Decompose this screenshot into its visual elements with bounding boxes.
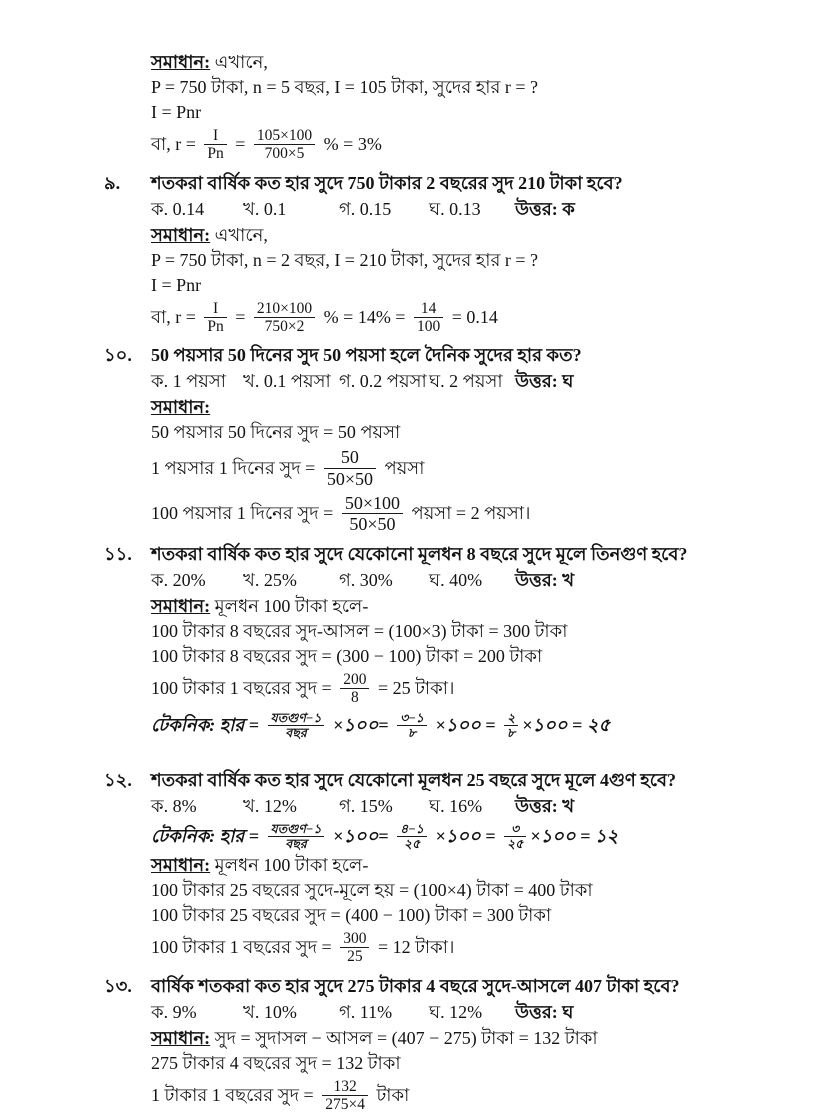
fraction-numerator: 14 — [414, 300, 443, 318]
math-line — [151, 420, 758, 445]
text-segment: 275 টাকার 4 বছরের সুদ = 132 টাকা — [151, 1051, 401, 1076]
math-line — [151, 395, 758, 420]
fraction — [397, 822, 427, 851]
question-body — [151, 794, 758, 968]
option-ga: গ. 30% — [339, 568, 429, 593]
fraction-denominator: Pn — [204, 145, 226, 162]
math-line — [151, 100, 758, 125]
fraction-denominator: Pn — [204, 318, 226, 335]
option-gha: ঘ. 12% — [429, 1000, 515, 1025]
text-segment: 100 টাকার 1 বছরের সুদ = — [151, 676, 336, 701]
question-header — [104, 542, 758, 567]
text-segment: P = 750 টাকা, n = 5 বছর, I = 105 টাকা, সুদের হার r = ? — [151, 75, 538, 100]
option-ka: ক. 0.14 — [151, 197, 243, 222]
text-segment: 1 পয়সার 1 দিনের সুদ = — [151, 456, 320, 481]
option-ga: গ. 15% — [339, 794, 429, 819]
text-segment: এখানে, — [210, 223, 268, 248]
fraction-denominator: 700×5 — [254, 145, 315, 162]
text-segment: 100 টাকার 8 বছরের সুদ = (300 − 100) টাকা = 200 টাকা — [151, 644, 542, 669]
text-segment: মূলধন 100 টাকা হলে- — [210, 853, 368, 878]
option-gha: ঘ. 16% — [429, 794, 515, 819]
math-line — [151, 928, 758, 968]
text-segment: ×১০০ = — [431, 713, 500, 738]
text-segment: I = Pnr — [151, 100, 201, 125]
math-line — [151, 1026, 758, 1051]
fraction — [322, 1078, 368, 1114]
math-line — [151, 445, 758, 490]
fraction — [504, 711, 518, 740]
text-segment: = — [231, 305, 250, 330]
question-text: 50 পয়সার 50 দিনের সুদ 50 পয়সা হলে দৈনিক সুদের হার কত? — [151, 343, 758, 368]
text-segment: = 0.14 — [447, 305, 498, 330]
text-segment: ×১০০ = ১২ — [530, 824, 618, 849]
fraction-denominator: ২৫ — [504, 837, 526, 851]
text-segment: ×১০০ = ২৫ — [522, 713, 610, 738]
answer-label: উত্তর: ক — [515, 197, 758, 222]
text-segment: I = Pnr — [151, 273, 201, 298]
fraction-denominator: 750×2 — [254, 318, 315, 335]
math-line — [151, 903, 758, 928]
options-row — [151, 369, 758, 394]
fraction-numerator: যতগুণ−১ — [268, 711, 325, 726]
fraction-denominator: 275×4 — [322, 1096, 368, 1113]
question-header — [104, 171, 758, 196]
text-segment: 100 টাকার 1 বছরের সুদ = — [151, 935, 336, 960]
fraction-denominator: বছর — [268, 837, 325, 851]
text-segment: সমাধান: — [151, 50, 210, 75]
math-line — [151, 248, 758, 273]
fraction — [268, 822, 325, 851]
math-line — [151, 223, 758, 248]
fraction-denominator: ৮ — [397, 726, 427, 740]
fraction — [254, 300, 315, 336]
math-line — [151, 853, 758, 878]
question-number: ১১. — [104, 542, 151, 567]
text-segment: সমাধান: — [151, 853, 210, 878]
text-segment: P = 750 টাকা, n = 2 বছর, I = 210 টাকা, সুদের হার r = ? — [151, 248, 538, 273]
fraction-numerator: যতগুণ−১ — [268, 822, 325, 837]
intro-solution-block — [151, 50, 758, 165]
option-kha: খ. 12% — [243, 794, 339, 819]
question-body — [151, 369, 758, 536]
option-gha: ঘ. 40% — [429, 568, 515, 593]
text-segment: 100 টাকার 25 বছরের সুদে-মূলে হয় = (100×4) টাকা = 400 টাকা — [151, 878, 593, 903]
question-number: ৯. — [104, 171, 151, 196]
math-line — [151, 491, 758, 536]
answer-label: উত্তর: খ — [515, 794, 758, 819]
options-row — [151, 197, 758, 222]
answer-label: উত্তর: ঘ — [515, 1000, 758, 1025]
math-line — [151, 298, 758, 338]
fraction-numerator: ৩ — [504, 822, 526, 837]
text-segment: বা, r = — [151, 132, 200, 157]
question-block — [104, 171, 758, 338]
fraction-numerator: ৩−১ — [397, 711, 427, 726]
text-segment: ×১০০ = — [431, 824, 500, 849]
question-header — [104, 974, 758, 999]
question-body — [151, 568, 758, 742]
math-line — [151, 50, 758, 75]
question-header — [104, 343, 758, 368]
option-ka: ক. 8% — [151, 794, 243, 819]
question-block — [104, 768, 758, 968]
math-line — [151, 669, 758, 709]
option-ga: গ. 0.15 — [339, 197, 429, 222]
question-text: বার্ষিক শতকরা কত হার সুদে 275 টাকার 4 বছরে সুদে-আসলে 407 টাকা হবে? — [151, 974, 758, 999]
fraction-numerator: I — [204, 300, 226, 318]
math-line — [151, 1051, 758, 1076]
text-segment: টেকনিক: হার = — [151, 713, 264, 738]
fraction-denominator: 8 — [340, 689, 369, 706]
option-kha: খ. 0.1 পয়সা — [243, 369, 339, 394]
fraction-numerator: ২ — [504, 711, 518, 726]
fraction-numerator: 105×100 — [254, 127, 315, 145]
text-segment: 100 টাকার 25 বছরের সুদ = (400 − 100) টাকা = 300 টাকা — [151, 903, 551, 928]
option-ga: গ. 11% — [339, 1000, 429, 1025]
fraction — [397, 711, 427, 740]
fraction — [504, 822, 526, 851]
fraction-numerator: 50×100 — [342, 493, 403, 514]
options-row — [151, 794, 758, 819]
math-line — [151, 878, 758, 903]
option-kha: খ. 25% — [243, 568, 339, 593]
fraction-numerator: ৪−১ — [397, 822, 427, 837]
text-segment: % = 14% = — [319, 305, 410, 330]
text-segment: মূলধন 100 টাকা হলে- — [210, 594, 368, 619]
fraction-denominator: 50×50 — [324, 469, 376, 489]
fraction — [254, 127, 315, 163]
text-segment: ×১০০= — [328, 713, 393, 738]
math-line — [151, 1076, 758, 1115]
answer-label: উত্তর: ঘ — [515, 369, 758, 394]
question-block — [104, 974, 758, 1115]
question-number: ১০. — [104, 343, 151, 368]
fraction-numerator: I — [204, 127, 226, 145]
text-segment: = 25 টাকা। — [373, 676, 454, 701]
fraction — [204, 127, 226, 163]
text-segment: সমাধান: — [151, 1026, 210, 1051]
text-segment: টেকনিক: হার = — [151, 824, 264, 849]
text-segment: সমাধান: — [151, 395, 210, 420]
fraction — [204, 300, 226, 336]
fraction — [340, 671, 369, 707]
text-segment: % = 3% — [319, 132, 382, 157]
fraction-denominator: 50×50 — [342, 514, 403, 534]
text-segment: টাকা — [372, 1083, 409, 1108]
text-segment: 1 টাকার 1 বছরের সুদ = — [151, 1083, 318, 1108]
fraction-denominator: 100 — [414, 318, 443, 335]
questions-list — [104, 171, 758, 1115]
text-segment: = 12 টাকা। — [373, 935, 454, 960]
question-body — [151, 197, 758, 338]
option-ka: ক. 1 পয়সা — [151, 369, 243, 394]
math-line — [151, 273, 758, 298]
text-segment: 50 পয়সার 50 দিনের সুদ = 50 পয়সা — [151, 420, 400, 445]
option-gha: ঘ. 2 পয়সা — [429, 369, 515, 394]
math-line — [151, 75, 758, 100]
question-number: ১৩. — [104, 974, 151, 999]
option-kha: খ. 0.1 — [243, 197, 339, 222]
fraction-denominator: বছর — [268, 726, 325, 740]
text-segment: পয়সা — [380, 456, 424, 481]
text-segment: সুদ = সুদাসল − আসল = (407 − 275) টাকা = 132 টাকা — [210, 1026, 597, 1051]
fraction-numerator: 300 — [340, 930, 369, 948]
fraction-numerator: 50 — [324, 447, 376, 468]
math-line — [151, 644, 758, 669]
question-text: শতকরা বার্ষিক কত হার সুদে যেকোনো মূলধন 25 বছরে সুদে মূলে 4গুণ হবে? — [151, 768, 758, 793]
math-line — [151, 709, 758, 742]
question-text: শতকরা বার্ষিক কত হার সুদে যেকোনো মূলধন 8 বছরে সুদে মূলে তিনগুণ হবে? — [151, 542, 758, 567]
math-line — [151, 594, 758, 619]
fraction-denominator: 25 — [340, 948, 369, 965]
options-row — [151, 1000, 758, 1025]
fraction-denominator: ৮ — [504, 726, 518, 740]
option-ka: ক. 9% — [151, 1000, 243, 1025]
fraction-numerator: 210×100 — [254, 300, 315, 318]
text-segment: সমাধান: — [151, 223, 210, 248]
fraction — [342, 493, 403, 534]
text-segment: বা, r = — [151, 305, 200, 330]
question-block — [104, 343, 758, 536]
text-segment: 100 টাকার 8 বছরের সুদ-আসল = (100×3) টাকা = 300 টাকা — [151, 619, 567, 644]
question-block — [104, 542, 758, 742]
option-ka: ক. 20% — [151, 568, 243, 593]
question-number: ১২. — [104, 768, 151, 793]
math-line — [151, 125, 758, 165]
text-segment: এখানে, — [210, 50, 268, 75]
question-header — [104, 768, 758, 793]
math-line — [151, 820, 758, 853]
text-segment: ×১০০= — [328, 824, 393, 849]
text-segment: সমাধান: — [151, 594, 210, 619]
option-ga: গ. 0.2 পয়সা — [339, 369, 429, 394]
fraction — [414, 300, 443, 336]
text-segment: 100 পয়সার 1 দিনের সুদ = — [151, 501, 338, 526]
text-segment: পয়সা = 2 পয়সা। — [407, 501, 530, 526]
option-gha: ঘ. 0.13 — [429, 197, 515, 222]
fraction-numerator: 200 — [340, 671, 369, 689]
fraction-denominator: ২৫ — [397, 837, 427, 851]
options-row — [151, 568, 758, 593]
answer-label: উত্তর: খ — [515, 568, 758, 593]
text-segment: = — [231, 132, 250, 157]
fraction — [268, 711, 325, 740]
fraction-numerator: 132 — [322, 1078, 368, 1096]
math-line — [151, 619, 758, 644]
question-body — [151, 1000, 758, 1115]
fraction — [340, 930, 369, 966]
option-kha: খ. 10% — [243, 1000, 339, 1025]
fraction — [324, 447, 376, 488]
question-text: শতকরা বার্ষিক কত হার সুদে 750 টাকার 2 বছরের সুদ 210 টাকা হবে? — [151, 171, 758, 196]
